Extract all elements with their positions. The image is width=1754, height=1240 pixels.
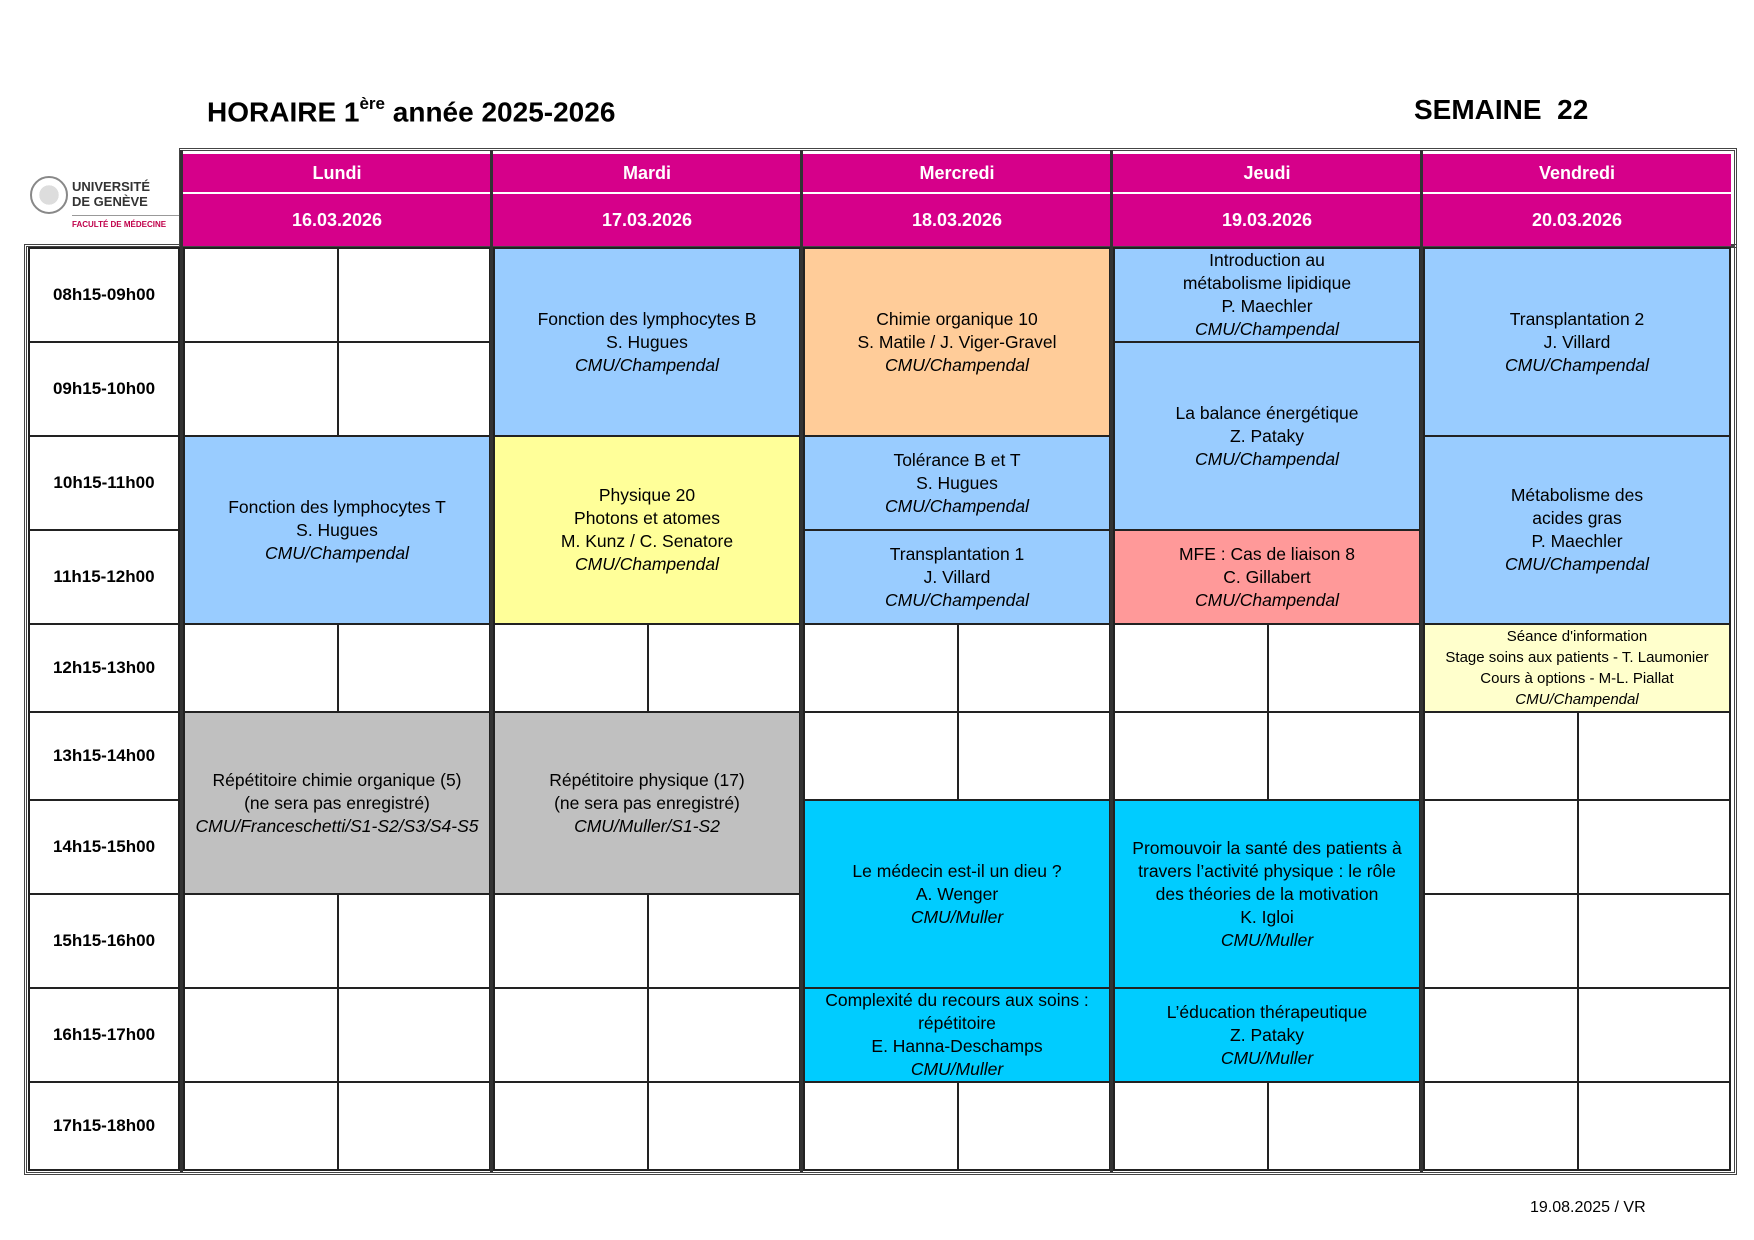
day-separator [800, 150, 803, 1172]
course-detail: J. Villard [1543, 331, 1611, 352]
course-location: CMU/Champendal [1505, 554, 1649, 574]
empty-slot[interactable] [337, 247, 491, 343]
course-detail: Z. Pataky [1230, 425, 1304, 446]
course-detail: A. Wenger [915, 883, 999, 904]
empty-slot[interactable] [803, 623, 959, 713]
course-location: CMU/Champendal [1195, 589, 1339, 610]
course-detail: Cours à options - M-L. Piallat [1480, 670, 1674, 687]
course-block[interactable] [493, 247, 801, 437]
empty-slot[interactable] [337, 1081, 491, 1171]
course-detail: S. Hugues [916, 472, 998, 493]
course-title: Métabolisme des [1510, 485, 1644, 505]
date-header: 20.03.2026 [1423, 194, 1731, 246]
date-header: 17.03.2026 [493, 194, 801, 246]
day-header-lundi: Lundi [183, 154, 491, 192]
course-location: CMU/Champendal [1515, 691, 1639, 708]
course-location: CMU/Champendal [1505, 354, 1649, 375]
empty-slot[interactable] [183, 1081, 339, 1171]
course-location: CMU/Champendal [885, 495, 1029, 516]
course-title: Fonction des lymphocytes B [537, 308, 757, 329]
course-block[interactable] [1113, 247, 1421, 343]
empty-slot[interactable] [493, 987, 649, 1083]
empty-slot[interactable] [493, 623, 649, 713]
empty-slot[interactable] [337, 341, 491, 437]
course-block[interactable] [183, 711, 491, 895]
empty-slot[interactable] [1267, 623, 1421, 713]
day-header-jeudi: Jeudi [1113, 154, 1421, 192]
course-detail: S. Hugues [606, 331, 688, 352]
empty-slot[interactable] [493, 1081, 649, 1171]
empty-slot[interactable] [1577, 711, 1731, 801]
empty-slot[interactable] [183, 893, 339, 989]
course-title: Introduction au [1209, 250, 1325, 270]
course-location: CMU/Champendal [265, 542, 409, 563]
week-label: SEMAINE 22 [1414, 94, 1589, 125]
course-detail: des théories de la motivation [1155, 883, 1379, 904]
empty-slot[interactable] [1423, 799, 1579, 895]
empty-slot[interactable] [183, 247, 339, 343]
university-logo [30, 176, 170, 236]
course-title: Chimie organique 10 [876, 308, 1038, 329]
time-slot-label: 14h15-15h00 [28, 799, 180, 895]
course-title: Complexité du recours aux soins : [825, 990, 1089, 1010]
day-separator [1420, 150, 1423, 1172]
empty-slot[interactable] [1577, 987, 1731, 1083]
course-location: CMU/Champendal [1195, 319, 1339, 339]
course-detail: P. Maechler [1531, 531, 1623, 551]
empty-slot[interactable] [1113, 1081, 1269, 1171]
empty-slot[interactable] [647, 987, 801, 1083]
empty-slot[interactable] [1423, 893, 1579, 989]
course-block[interactable] [1113, 987, 1421, 1083]
time-slot-label: 15h15-16h00 [28, 893, 180, 989]
empty-slot[interactable] [183, 623, 339, 713]
empty-slot[interactable] [1423, 711, 1579, 801]
empty-slot[interactable] [1267, 1081, 1421, 1171]
course-detail: Stage soins aux patients - T. Laumonier [1445, 649, 1709, 666]
course-block[interactable] [183, 435, 491, 625]
course-block[interactable] [1423, 623, 1731, 713]
course-detail: (ne sera pas enregistré) [244, 792, 430, 813]
course-title: Promouvoir la santé des patients à [1132, 837, 1402, 858]
course-title: L’éducation thérapeutique [1166, 1001, 1368, 1022]
course-location: CMU/Muller [1220, 1047, 1314, 1068]
course-detail: P. Maechler [1221, 296, 1313, 316]
footer-date: 19.08.2025 / VR [1530, 1199, 1646, 1216]
university-seal-icon [30, 176, 68, 214]
course-title: MFE : Cas de liaison 8 [1178, 543, 1356, 564]
page-title: HORAIRE 1ère année 2025-2026 [207, 94, 616, 128]
logo-text: UNIVERSITÉ DE GENÈVE [72, 179, 151, 209]
empty-slot[interactable] [803, 1081, 959, 1171]
course-title: Fonction des lymphocytes T [228, 496, 446, 517]
time-slot-label: 17h15-18h00 [28, 1081, 180, 1171]
course-block[interactable] [1113, 341, 1421, 531]
course-location: CMU/Muller [910, 906, 1004, 927]
date-header: 19.03.2026 [1113, 194, 1421, 246]
course-block[interactable] [803, 799, 1111, 989]
day-header-mercredi: Mercredi [803, 154, 1111, 192]
course-detail: S. Hugues [296, 519, 378, 540]
course-title: Physique 20 [598, 485, 696, 505]
empty-slot[interactable] [1113, 623, 1269, 713]
course-title: Transplantation 2 [1509, 308, 1645, 329]
empty-slot[interactable] [337, 893, 491, 989]
course-detail: S. Matile / J. Viger-Gravel [857, 331, 1057, 352]
day-separator [180, 150, 183, 1172]
empty-slot[interactable] [493, 893, 649, 989]
course-block[interactable] [493, 711, 801, 895]
course-location: CMU/Champendal [885, 354, 1029, 375]
day-separator [490, 150, 493, 1172]
empty-slot[interactable] [957, 711, 1111, 801]
faculty-label: FACULTÉ DE MÉDECINE [72, 220, 167, 229]
course-title: Le médecin est-il un dieu ? [852, 860, 1062, 881]
course-block[interactable] [803, 435, 1111, 531]
course-location: CMU/Muller [910, 1059, 1004, 1079]
time-slot-label: 12h15-13h00 [28, 623, 180, 713]
course-detail: M. Kunz / C. Senatore [560, 531, 734, 551]
day-separator [1110, 150, 1113, 1172]
empty-slot[interactable] [183, 341, 339, 437]
course-location: CMU/Muller/S1-S2 [574, 815, 720, 836]
time-slot-label: 08h15-09h00 [28, 247, 180, 343]
time-slot-label: 09h15-10h00 [28, 341, 180, 437]
empty-slot[interactable] [1113, 711, 1269, 801]
time-slot-label: 10h15-11h00 [28, 435, 180, 531]
course-title: Répétitoire physique (17) [549, 769, 745, 790]
course-title: Transplantation 1 [889, 543, 1025, 564]
course-location: CMU/Champendal [885, 589, 1029, 610]
course-block[interactable] [1423, 435, 1731, 625]
empty-slot[interactable] [337, 987, 491, 1083]
empty-slot[interactable] [337, 623, 491, 713]
course-title: Tolérance B et T [893, 449, 1021, 470]
course-detail: Z. Pataky [1230, 1024, 1304, 1045]
course-title: Répétitoire chimie organique (5) [212, 769, 462, 790]
time-slot-label: 11h15-12h00 [28, 529, 180, 625]
course-location: CMU/Franceschetti/S1-S2/S3/S4-S5 [195, 815, 479, 836]
empty-slot[interactable] [803, 711, 959, 801]
course-detail: (ne sera pas enregistré) [554, 792, 740, 813]
empty-slot[interactable] [1423, 1081, 1579, 1171]
date-header: 18.03.2026 [803, 194, 1111, 246]
empty-slot[interactable] [1577, 1081, 1731, 1171]
course-block[interactable] [803, 247, 1111, 437]
course-block[interactable] [803, 987, 1111, 1083]
day-header-mardi: Mardi [493, 154, 801, 192]
empty-slot[interactable] [647, 1081, 801, 1171]
time-slot-label: 13h15-14h00 [28, 711, 180, 801]
empty-slot[interactable] [183, 987, 339, 1083]
course-location: CMU/Champendal [1195, 448, 1339, 469]
course-title: La balance énergétique [1175, 402, 1359, 423]
course-detail: J. Villard [923, 566, 991, 587]
empty-slot[interactable] [1577, 893, 1731, 989]
empty-slot[interactable] [647, 623, 801, 713]
empty-slot[interactable] [1423, 987, 1579, 1083]
course-detail: C. Gillabert [1223, 566, 1311, 587]
course-block[interactable] [1113, 529, 1421, 625]
course-block[interactable] [1113, 799, 1421, 989]
course-detail: répétitoire [918, 1013, 996, 1033]
course-detail: métabolisme lipidique [1182, 273, 1352, 293]
course-location: CMU/Champendal [575, 354, 719, 375]
empty-slot[interactable] [647, 893, 801, 989]
course-detail: acides gras [1532, 508, 1622, 528]
course-location: CMU/Muller [1220, 929, 1314, 950]
course-title: Séance d'information [1506, 628, 1648, 645]
course-detail: Photons et atomes [574, 508, 720, 528]
course-location: CMU/Champendal [575, 554, 719, 574]
empty-slot[interactable] [1267, 711, 1421, 801]
course-block[interactable] [493, 435, 801, 625]
course-detail: travers l’activité physique : le rôle [1138, 860, 1396, 881]
course-detail: E. Hanna-Deschamps [871, 1036, 1043, 1056]
day-header-vendredi: Vendredi [1423, 154, 1731, 192]
course-block[interactable] [803, 529, 1111, 625]
empty-slot[interactable] [1577, 799, 1731, 895]
empty-slot[interactable] [957, 623, 1111, 713]
empty-slot[interactable] [957, 1081, 1111, 1171]
course-detail: K. Igloi [1240, 906, 1294, 927]
time-slot-label: 16h15-17h00 [28, 987, 180, 1083]
date-header: 16.03.2026 [183, 194, 491, 246]
course-block[interactable] [1423, 247, 1731, 437]
